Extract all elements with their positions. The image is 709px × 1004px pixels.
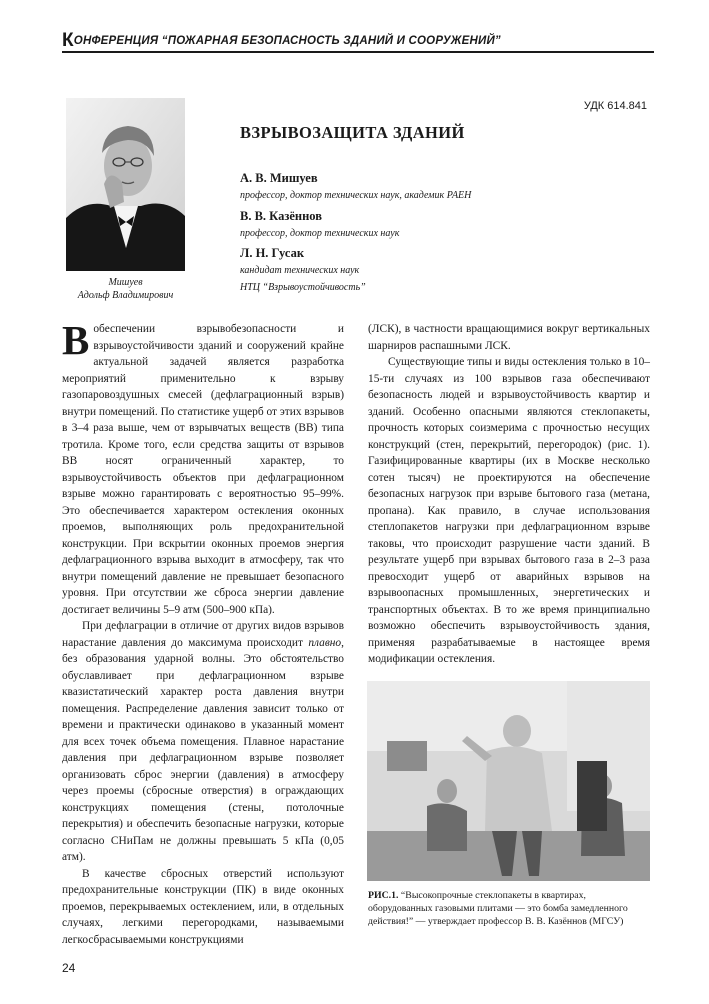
author-role: кандидат технических наук — [240, 265, 360, 276]
author-name: Л. Н. Гусак — [240, 246, 305, 260]
caption-surname: Мишуев — [108, 277, 143, 288]
figure-caption-text: “Высокопрочные стеклопакеты в квартирах, оборудованных газовыми плитами — это бомба замедленного действия!” — утверждает профессор В. В. Казённов (МГСУ) — [368, 890, 628, 927]
paragraph: Существующие типы и виды остекления только в 10–15-ти случаях из 100 взрывов газа обеспечивают безопасность людей и взрывоустойчивость квартир и зданий. Особенно опасными являются стеклопакеты, прочность которых соизмерима с прочностью несущих конструкций (стен, перекрытий, перегородок) (рис. 1). Газифицированные квартиры (их в Москве несколько сотен тысяч) не проектируются на обеспечение безопасных нагрузок при взрыве бытового газа (метана, пропана). Как правило, в случае использования степлопакетов нагрузки при дефлаграционном взрыве таковы, что происходит разрушение части зданий. В результате ущерб при взрывах бытового газа в 2–3 раза превосходит ущерб от аварийных взрывов на взрывоопасных промышленных, энергетических и транспортных объектах. В то же время принципиально возможно обеспечить взрывоустойчивость здания, применяя разрабатываемые в настоящее время модификации остекления. — [368, 356, 650, 665]
udk-code: УДК 614.841 — [583, 100, 647, 112]
paragraph: (ЛСК), в частности вращающимися вокруг вертикальных шарниров распашными ЛСК. — [368, 323, 650, 352]
author-role: профессор, доктор технических наук, академик РАЕН — [240, 190, 472, 201]
header-rule — [62, 51, 654, 53]
body-column-right — [368, 321, 650, 668]
article-title: ВЗРЫВОЗАЩИТА ЗДАНИЙ — [240, 123, 465, 142]
paragraph: В качестве сбросных отверстий используют предохранительные конструкции (ПК) в виде оконных проемов, перекрываемых остеклением, или, в отдельных случаях, легкими перегородками, называемыми легкосбрасываемыми конструкциями — [62, 867, 344, 946]
body-column-left — [62, 317, 344, 948]
header-text: ОНФЕРЕНЦИЯ “ПОЖАРНАЯ БЕЗОПАСНОСТЬ ЗДАНИЙ И СООРУЖЕНИЙ” — [73, 35, 501, 47]
header-initial: К — [62, 30, 74, 51]
figure-caption — [368, 889, 651, 928]
caption-name: Адольф Владимирович — [77, 290, 174, 301]
paragraph: В обеспечении взрывобезопасности и взрывоустойчивости зданий и сооружений крайне актуальной задачей является разработка мероприятий применительно к взрыву газопаровоздушных смесей (дефлаграционный взрыв) внутри помещений. По статистике ущерб от этих взрывов в 3–4 раза выше, чем от взрывчатых веществ (ВВ) типа тротила. Кроме того, если средства защиты от взрывов ВВ носят ограниченный характер, то взрывоустойчивость объектов при дефлаграционном взрыве можно гарантировать с вероятностью 95–99%. Это обеспечивается характером остекления оконных проемов, выполняющих роль предохранительной конструкции. При вскрытии оконных проемов энергия дефлаграционного взрыва выходит в атмосферу, так что внутри помещений давление не превышает безопасного уровня. При отсутствии же сброса энергии давление достигает величины 5–9 атм (500–900 кПа). — [62, 317, 344, 616]
running-header — [62, 30, 654, 51]
paragraph: При дефлаграции в отличие от других видов взрывов нарастание давления до максимума происходит плавно, без образования ударной волны. Это обстоятельство обуславливает при дефлаграционном взрыве квазистатический характер роста давления внутри помещения. Распределение давления зависит только от времени и практически одинаково в указанный момент для всех точек объема помещения. Плавное нарастание давления при дефлаграционном взрыве позволяет организовать сброс энергии (давления) в атмосферу через проемы (сбросные отверстия) в ограждающих конструкциях помещения (стены, потолочные перекрытия) и обеспечить безопасные нагрузки, которые согласно СНиПам не должны превышать 5 кПа (0,05 атм). — [62, 620, 344, 863]
drop-cap: В — [62, 317, 90, 363]
figure-label: РИС.1. — [368, 890, 399, 901]
author-portrait — [66, 98, 185, 271]
page-number: 24 — [62, 961, 76, 975]
figure-photo — [367, 681, 650, 881]
author-name: А. В. Мишуев — [240, 171, 318, 185]
portrait-caption — [62, 276, 189, 302]
author-role: профессор, доктор технических наук — [240, 228, 400, 239]
affiliation: НТЦ “Взрывоустойчивость” — [240, 282, 366, 293]
author-name: В. В. Казённов — [240, 209, 322, 223]
